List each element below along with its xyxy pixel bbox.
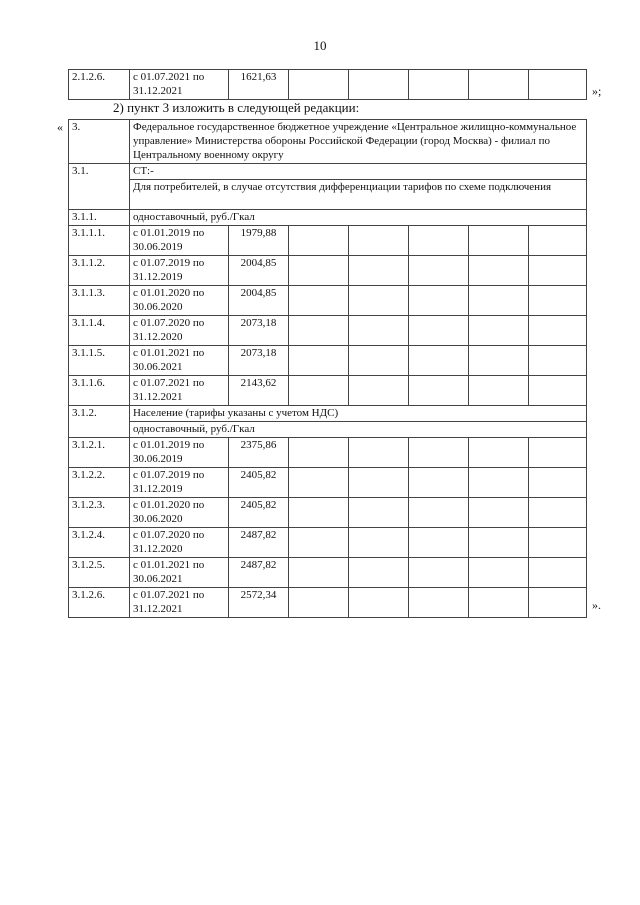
empty-cell [289,346,349,376]
empty-cell [289,558,349,588]
empty-cell [349,316,409,346]
row-period: с 01.07.2020 по 31.12.2020 [130,316,229,346]
row-value: 1979,88 [229,226,289,256]
st-row [69,164,587,180]
empty-cell [289,256,349,286]
previous-table-fragment [68,69,587,100]
row-period: с 01.07.2021 по 31.12.2021 [130,70,229,100]
empty-cell [289,286,349,316]
row-value: 2405,82 [229,468,289,498]
org-row [69,120,587,164]
empty-cell [469,256,529,286]
row-number: 3.1.1.1. [69,226,130,256]
row-number: 3.1.1.3. [69,286,130,316]
row-value: 2405,82 [229,498,289,528]
section-label: Население (тарифы указаны с учетом НДС) [130,406,587,422]
row-value: 2375,86 [229,438,289,468]
empty-cell [409,438,469,468]
empty-cell [289,376,349,406]
empty-cell [289,498,349,528]
empty-cell [529,256,587,286]
row-period: с 01.07.2020 по 31.12.2020 [130,528,229,558]
row-number: 3.1.1.6. [69,376,130,406]
empty-cell [409,316,469,346]
row-period: с 01.01.2020 по 30.06.2020 [130,286,229,316]
row-number: 3.1.2.3. [69,498,130,528]
org-name: Федеральное государственное бюджетное учреждение «Центральное жилищно-коммунальное управление» Министерства обороны Российской Федерации (город Москва) - филиал по Центральному военному округу [130,120,587,164]
row-value: 2004,85 [229,256,289,286]
empty-cell [289,316,349,346]
empty-cell [469,346,529,376]
table-row [69,286,587,316]
empty-cell [289,438,349,468]
closing-quote-1: »; [592,84,602,98]
empty-cell [409,468,469,498]
row-number: 3.1.2.5. [69,558,130,588]
row-period: с 01.01.2019 по 30.06.2019 [130,226,229,256]
empty-cell [469,528,529,558]
amendment-heading: 2) пункт 3 изложить в следующей редакции: [113,100,360,115]
empty-cell [529,346,587,376]
empty-cell [469,226,529,256]
table-row [69,316,587,346]
table-row [69,438,587,468]
row-value: 2487,82 [229,558,289,588]
empty-cell [289,468,349,498]
row-number: 3. [69,120,130,164]
empty-cell [469,316,529,346]
row-number: 3.1.2. [69,406,130,438]
empty-cell [349,468,409,498]
section-subrow [69,422,587,438]
page-number: 10 [313,38,327,53]
empty-cell [409,346,469,376]
row-number: 3.1.2.1. [69,438,130,468]
empty-cell [409,498,469,528]
empty-cell [289,226,349,256]
empty-cell [529,438,587,468]
table-row [69,226,587,256]
row-value: 1621,63 [229,70,289,100]
table-row [69,70,587,100]
row-value: 2572,34 [229,588,289,618]
empty-cell [409,588,469,618]
row-number: 3.1.1.5. [69,346,130,376]
table-row [69,256,587,286]
row-number: 3.1.1.4. [69,316,130,346]
empty-cell [409,256,469,286]
empty-cell [529,468,587,498]
empty-cell [469,286,529,316]
row-period: с 01.01.2020 по 30.06.2020 [130,498,229,528]
empty-cell [529,376,587,406]
empty-cell [529,588,587,618]
section-row [69,210,587,226]
empty-cell [349,286,409,316]
empty-cell [349,376,409,406]
st-note-row [69,180,587,210]
empty-cell [529,316,587,346]
row-period: с 01.01.2019 по 30.06.2019 [130,438,229,468]
empty-cell [289,588,349,618]
table-row [69,558,587,588]
row-value: 2143,62 [229,376,289,406]
empty-cell [469,588,529,618]
table-row [69,468,587,498]
row-period: с 01.01.2021 по 30.06.2021 [130,346,229,376]
row-value: 2004,85 [229,286,289,316]
row-value: 2073,18 [229,316,289,346]
empty-cell [469,376,529,406]
row-number: 2.1.2.6. [69,70,130,100]
empty-cell [529,226,587,256]
empty-cell [529,498,587,528]
table-row [69,528,587,558]
section-label: одноставочный, руб./Гкал [130,210,587,226]
empty-cell [409,286,469,316]
empty-cell [469,558,529,588]
row-period: с 01.07.2021 по 31.12.2021 [130,588,229,618]
table-row [69,498,587,528]
row-period: с 01.01.2021 по 30.06.2021 [130,558,229,588]
empty-cell [349,256,409,286]
row-period: с 01.07.2019 по 31.12.2019 [130,468,229,498]
st-label: СТ:- [130,164,587,180]
row-period: с 01.07.2019 по 31.12.2019 [130,256,229,286]
row-value: 2073,18 [229,346,289,376]
table-row [69,376,587,406]
tariff-table [68,119,587,618]
section-sublabel: одноставочный, руб./Гкал [130,422,587,438]
table-row [69,588,587,618]
empty-cell [349,528,409,558]
empty-cell [469,438,529,468]
opening-quote: « [57,120,63,134]
empty-cell [469,468,529,498]
empty-cell [529,286,587,316]
empty-cell [529,558,587,588]
row-number: 3.1.2.2. [69,468,130,498]
empty-cell [289,528,349,558]
closing-quote-2: ». [592,598,601,612]
empty-cell [349,438,409,468]
empty-cell [349,588,409,618]
empty-cell [349,558,409,588]
row-number: 3.1.2.6. [69,588,130,618]
section-row [69,406,587,422]
empty-cell [469,498,529,528]
table-row [69,346,587,376]
empty-cell [349,498,409,528]
row-value: 2487,82 [229,528,289,558]
empty-cell [529,528,587,558]
empty-cell [409,558,469,588]
row-period: с 01.07.2021 по 31.12.2021 [130,376,229,406]
row-number: 3.1. [69,164,130,210]
empty-cell [409,226,469,256]
row-number: 3.1.1. [69,210,130,226]
st-note: Для потребителей, в случае отсутствия дифференциации тарифов по схеме подключения [130,180,587,210]
row-number: 3.1.1.2. [69,256,130,286]
empty-cell [409,376,469,406]
empty-cell [349,226,409,256]
row-number: 3.1.2.4. [69,528,130,558]
empty-cell [349,346,409,376]
empty-cell [409,528,469,558]
